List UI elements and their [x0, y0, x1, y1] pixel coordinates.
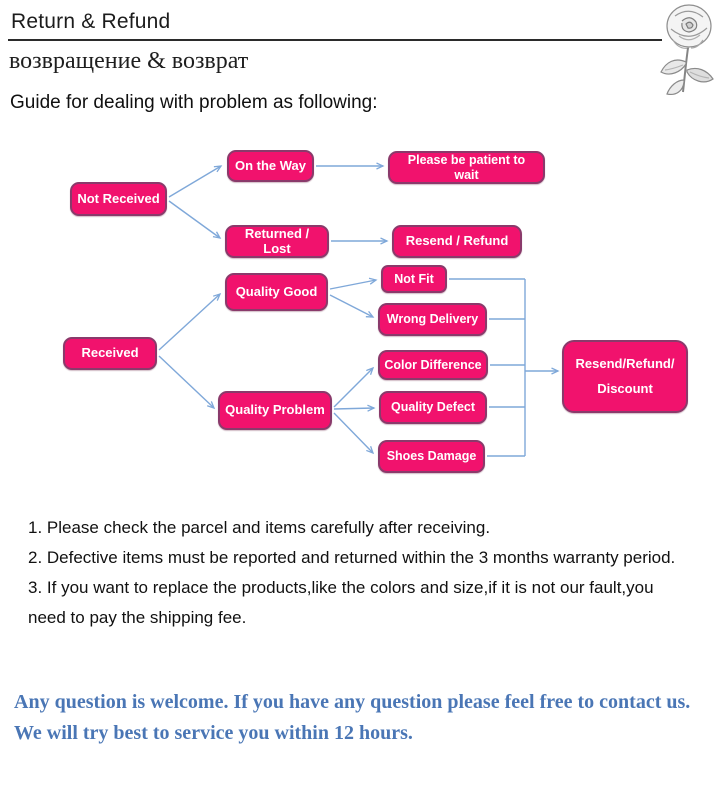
flow-node-not-received: Not Received [70, 182, 167, 216]
flow-node-resend-refund-discount: Resend/Refund/ Discount [562, 340, 688, 413]
flow-node-received: Received [63, 337, 157, 370]
flow-node-shoes-damage: Shoes Damage [378, 440, 485, 473]
flow-node-quality-good: Quality Good [225, 273, 328, 311]
policy-note-3: 3. If you want to replace the products,like the colors and size,if it is not our fault,you need to pay the shipping fee. [28, 578, 654, 627]
subtitle-russian: возвращение & возврат [9, 48, 249, 74]
title-underline [8, 39, 662, 41]
flow-node-quality-defect: Quality Defect [379, 391, 487, 424]
flow-node-quality-problem: Quality Problem [218, 391, 332, 430]
policy-notes [28, 513, 690, 633]
page-title: Return & Refund [11, 10, 171, 33]
flow-node-resend-refund: Resend / Refund [392, 225, 522, 258]
contact-message: Any question is welcome. If you have any question please feel free to contact us. We will try best to service you within 12 hours. [14, 691, 691, 744]
policy-note-2: 2. Defective items must be reported and returned within the 3 months warranty period. [28, 548, 676, 567]
flow-node-color-difference: Color Difference [378, 350, 488, 380]
flow-node-wrong-delivery: Wrong Delivery [378, 303, 487, 336]
rose-icon [653, 2, 721, 98]
flow-node-on-the-way: On the Way [227, 150, 314, 182]
guide-heading: Guide for dealing with problem as following: [10, 92, 378, 113]
flow-node-not-fit: Not Fit [381, 265, 447, 293]
flow-node-please-be-patient: Please be patient to wait [388, 151, 545, 184]
policy-note-1: 1. Please check the parcel and items carefully after receiving. [28, 518, 491, 537]
flow-node-returned-lost: Returned / Lost [225, 225, 329, 258]
